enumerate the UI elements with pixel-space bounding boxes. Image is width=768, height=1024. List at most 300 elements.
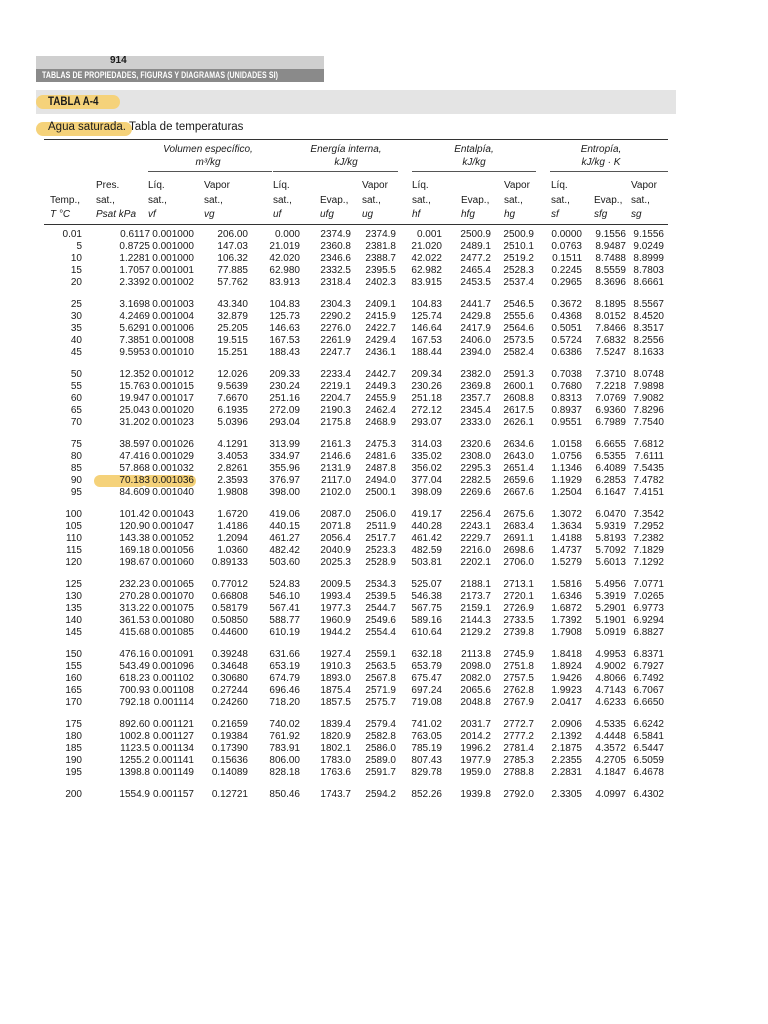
table-cell: 7.5435	[633, 463, 664, 475]
table-cell: 2188.1	[460, 579, 491, 590]
table-cell: 42.020	[269, 253, 300, 265]
table-cell: 7.2218	[595, 381, 626, 393]
table-cell: 1.1929	[551, 475, 582, 487]
table-cell: 0.15636	[211, 755, 248, 767]
table-cell: 2.1875	[551, 743, 582, 755]
table-cell: 5.2901	[595, 603, 626, 615]
table-cell: 6.6242	[633, 719, 664, 730]
table-cell: 696.46	[269, 685, 300, 697]
table-cell: 5.9319	[595, 521, 626, 533]
table-cell: 2510.1	[503, 241, 534, 253]
column-header-line2: sat.,	[631, 195, 650, 206]
table-cell: 376.97	[269, 475, 300, 487]
table-cell: 4.8066	[595, 673, 626, 685]
table-cell: 1927.4	[320, 649, 351, 660]
table-cell: 1002.8	[119, 731, 150, 743]
table-cell: 0.001085	[152, 627, 194, 639]
column-header-line3: vg	[204, 209, 215, 220]
table-cell: 2243.1	[460, 521, 491, 533]
table-cell: 0.21659	[211, 719, 248, 730]
table-cell: 2332.5	[320, 265, 351, 277]
table-cell: 1398.8	[119, 767, 150, 779]
table-cell: 145	[65, 627, 82, 639]
table-cell: 2.3392	[119, 277, 150, 289]
column-header-line1: Líq.	[412, 180, 429, 191]
table-cell: 2462.4	[365, 405, 396, 417]
table-cell: 2144.3	[460, 615, 491, 627]
table-cell: 0.6386	[551, 347, 582, 359]
table-cell: 2626.1	[503, 417, 534, 429]
table-cell: 543.49	[119, 661, 150, 673]
table-cell: 2659.6	[503, 475, 534, 487]
table-cell: 0.001065	[152, 579, 194, 590]
table-cell: 4.3572	[595, 743, 626, 755]
table-cell: 7.3542	[633, 509, 664, 520]
table-cell: 892.60	[119, 719, 150, 730]
table-cell: 2.2355	[551, 755, 582, 767]
table-cell: 610.64	[411, 627, 442, 639]
group-header-unit: kJ/kg	[462, 157, 486, 168]
table-cell: 2555.6	[503, 311, 534, 323]
table-cell: 697.24	[411, 685, 442, 697]
column-header-line2: Temp.,	[50, 195, 81, 206]
table-cell: 1857.5	[320, 697, 351, 709]
table-cell: 2129.2	[460, 627, 491, 639]
table-cell: 2713.1	[503, 579, 534, 590]
table-cell: 0.6117	[120, 229, 150, 240]
table-cell: 0.9551	[551, 417, 582, 429]
table-cell: 2528.9	[365, 557, 396, 569]
table-cell: 25.043	[119, 405, 150, 417]
table-cell: 1.6346	[551, 591, 582, 603]
table-cell: 1783.0	[320, 755, 351, 767]
table-cell: 8.1633	[633, 347, 664, 359]
table-cell: 8.6661	[633, 277, 664, 289]
table-cell: 4.7143	[595, 685, 626, 697]
table-cell: 5.6291	[119, 323, 150, 335]
table-cell: 0.44600	[211, 627, 248, 639]
book-title: TABLAS DE PROPIEDADES, FIGURAS Y DIAGRAMAS (UNIDADES SI)	[42, 70, 279, 80]
table-cell: 0.89133	[211, 557, 248, 569]
table-cell: 6.1935	[217, 405, 248, 417]
table-cell: 0.66808	[211, 591, 248, 603]
table-cell: 0.001052	[152, 533, 194, 545]
table-cell: 0.001108	[153, 685, 194, 697]
table-cell: 2528.3	[503, 265, 534, 277]
table-cell: 3.1698	[119, 299, 150, 310]
column-header-line3: uf	[273, 209, 282, 220]
table-cell: 313.22	[119, 603, 150, 615]
table-cell: 2071.8	[320, 521, 351, 533]
table-cell: 15.251	[217, 347, 248, 359]
table-cell: 0.0763	[551, 241, 582, 253]
table-cell: 110	[66, 533, 82, 545]
table-cell: 2014.2	[460, 731, 491, 743]
table-cell: 2190.3	[320, 405, 351, 417]
column-header-line2: Evap.,	[594, 195, 623, 206]
table-cell: 7.9898	[633, 381, 664, 393]
table-cell: 1839.4	[320, 719, 351, 730]
table-cell: 2.1392	[551, 731, 582, 743]
table-cell: 0.4368	[551, 311, 582, 323]
column-header-line2: sat.,	[204, 195, 223, 206]
table-cell: 2475.3	[365, 439, 396, 450]
table-cell: 2567.8	[365, 673, 396, 685]
table-cell: 2579.4	[365, 719, 396, 730]
table-cell: 8.4520	[633, 311, 664, 323]
table-cell: 2173.7	[460, 591, 491, 603]
table-cell: 2204.7	[320, 393, 351, 405]
table-cell: 2395.5	[365, 265, 396, 277]
table-cell: 631.66	[269, 649, 300, 660]
table-cell: 2481.6	[365, 451, 396, 463]
table-cell: 476.16	[119, 649, 150, 660]
table-cell: 209.34	[411, 369, 442, 380]
table-cell: 0.001	[416, 229, 442, 240]
table-cell: 2667.6	[503, 487, 534, 499]
table-cell: 6.6650	[633, 697, 664, 709]
table-cell: 8.3696	[595, 277, 626, 289]
table-cell: 185	[65, 743, 82, 755]
table-cell: 1910.3	[320, 661, 351, 673]
table-cell: 1.9808	[217, 487, 248, 499]
table-cell: 0.001015	[152, 381, 194, 393]
table-cell: 0.14089	[211, 767, 248, 779]
table-cell: 106.32	[217, 253, 248, 265]
table-cell: 230.24	[269, 381, 300, 393]
column-header-line3: sfg	[594, 209, 608, 220]
table-cell: 135	[65, 603, 82, 615]
table-cell: 1944.2	[320, 627, 351, 639]
table-cell: 0.001023	[152, 417, 194, 429]
table-cell: 6.0470	[595, 509, 626, 520]
table-cell: 1959.0	[460, 767, 491, 779]
table-cell: 6.6655	[595, 439, 626, 450]
table-cell: 0.1511	[552, 253, 582, 265]
table-cell: 4.5335	[595, 719, 626, 730]
table-cell: 2608.8	[503, 393, 534, 405]
table-cell: 40	[70, 335, 82, 347]
table-cell: 4.6233	[595, 697, 626, 709]
table-cell: 0.8725	[119, 241, 150, 253]
table-cell: 85	[70, 463, 82, 475]
group-header-unit: m³/kg	[195, 157, 221, 168]
table-cell: 0.7680	[551, 381, 582, 393]
table-cell: 2788.8	[503, 767, 534, 779]
table-cell: 167.53	[411, 335, 442, 347]
table-cell: 2468.9	[365, 417, 396, 429]
table-cell: 130	[65, 591, 82, 603]
table-cell: 2575.7	[365, 697, 396, 709]
table-cell: 80	[70, 451, 82, 463]
column-header-line1: Vapor	[504, 180, 530, 191]
table-cell: 6.1647	[595, 487, 626, 499]
table-cell: 6.5447	[633, 743, 664, 755]
table-cell: 6.8827	[633, 627, 664, 639]
table-subtitle: Agua saturada. Tabla de temperaturas	[48, 121, 244, 133]
column-header-line3: ug	[362, 209, 374, 220]
table-cell: 2269.6	[460, 487, 491, 499]
table-cell: 0.34648	[211, 661, 248, 673]
table-cell: 2146.6	[320, 451, 351, 463]
table-cell: 2511.9	[366, 521, 396, 533]
table-cell: 761.92	[269, 731, 300, 743]
table-cell: 19.947	[119, 393, 150, 405]
group-header-title: Volumen específico,	[163, 144, 253, 155]
table-cell: 719.08	[411, 697, 442, 709]
table-cell: 2131.9	[320, 463, 351, 475]
table-cell: 2767.9	[503, 697, 534, 709]
table-cell: 2517.7	[365, 533, 396, 545]
table-cell: 2318.4	[320, 277, 351, 289]
table-cell: 6.5059	[633, 755, 664, 767]
table-cell: 2449.3	[365, 381, 396, 393]
table-cell: 45	[70, 347, 82, 359]
table-cell: 2247.7	[320, 347, 351, 359]
table-cell: 6.4089	[595, 463, 626, 475]
table-cell: 2436.1	[365, 347, 396, 359]
table-cell: 12.026	[217, 369, 248, 380]
table-cell: 90	[70, 475, 82, 487]
column-header-line1: Líq.	[551, 180, 568, 191]
table-cell: 4.4448	[595, 731, 626, 743]
table-label-band	[36, 90, 676, 114]
table-cell: 180	[65, 731, 82, 743]
table-cell: 8.7803	[633, 265, 664, 277]
table-cell: 9.0249	[633, 241, 664, 253]
table-cell: 77.885	[217, 265, 248, 277]
table-cell: 2594.2	[365, 789, 396, 800]
table-cell: 2500.9	[503, 229, 534, 240]
table-cell: 0.001000	[152, 229, 194, 240]
table-cell: 25	[70, 299, 82, 310]
group-header-rule	[550, 171, 668, 172]
table-cell: 398.00	[269, 487, 300, 499]
column-header-line2: sat.,	[96, 195, 115, 206]
table-cell: 718.20	[269, 697, 300, 709]
table-cell: 25.205	[217, 323, 248, 335]
table-cell: 65	[70, 405, 82, 417]
table-cell: 120	[65, 557, 82, 569]
table-cell: 2381.8	[365, 241, 396, 253]
table-cell: 546.10	[269, 591, 300, 603]
table-cell: 2345.4	[460, 405, 491, 417]
table-cell: 2161.3	[320, 439, 351, 450]
table-cell: 1743.7	[320, 789, 351, 800]
table-cell: 125	[65, 579, 82, 590]
table-cell: 2422.7	[365, 323, 396, 335]
table-cell: 0.001004	[152, 311, 194, 323]
table-cell: 188.43	[269, 347, 300, 359]
table-cell: 1996.2	[460, 743, 491, 755]
table-cell: 3.4053	[217, 451, 248, 463]
table-cell: 115	[66, 545, 82, 557]
table-cell: 251.16	[269, 393, 300, 405]
table-cell: 167.53	[269, 335, 300, 347]
table-cell: 2256.4	[460, 509, 491, 520]
table-cell: 293.07	[411, 417, 442, 429]
table-cell: 57.868	[119, 463, 150, 475]
table-cell: 32.879	[217, 311, 248, 323]
table-cell: 293.04	[269, 417, 300, 429]
table-cell: 15	[70, 265, 82, 277]
table-cell: 2369.8	[460, 381, 491, 393]
table-cell: 675.47	[411, 673, 442, 685]
table-cell: 0.12721	[211, 789, 248, 800]
table-cell: 7.6670	[217, 393, 248, 405]
table-cell: 2506.0	[365, 509, 396, 520]
table-cell: 2564.6	[503, 323, 534, 335]
column-header-line2: sat.,	[273, 195, 292, 206]
table-cell: 200	[65, 789, 82, 800]
table-cell: 7.2952	[633, 521, 664, 533]
table-cell: 83.915	[411, 277, 442, 289]
table-cell: 8.0748	[633, 369, 664, 380]
table-cell: 2651.4	[503, 463, 534, 475]
table-cell: 0.7038	[551, 369, 582, 380]
table-cell: 2429.8	[460, 311, 491, 323]
table-cell: 7.4151	[633, 487, 664, 499]
table-cell: 792.18	[119, 697, 150, 709]
table-cell: 2261.9	[320, 335, 351, 347]
table-cell: 2772.7	[503, 719, 534, 730]
table-cell: 7.0769	[595, 393, 626, 405]
table-cell: 4.9953	[595, 649, 626, 660]
table-cell: 2382.0	[460, 369, 491, 380]
header-bottom-rule	[44, 224, 668, 225]
table-cell: 1.0756	[551, 451, 582, 463]
column-header-line1: Líq.	[148, 180, 165, 191]
table-cell: 2098.0	[460, 661, 491, 673]
column-header-line1: Vapor	[362, 180, 388, 191]
table-cell: 6.7989	[595, 417, 626, 429]
table-cell: 2634.6	[503, 439, 534, 450]
table-cell: 618.23	[119, 673, 150, 685]
table-cell: 850.46	[269, 789, 300, 800]
column-header-line3: T °C	[50, 209, 71, 220]
table-cell: 6.7067	[633, 685, 664, 697]
table-cell: 6.8371	[633, 649, 664, 660]
table-cell: 195	[65, 767, 82, 779]
table-cell: 2.2831	[551, 767, 582, 779]
column-header-line3: sg	[631, 209, 642, 220]
table-cell: 2455.9	[365, 393, 396, 405]
table-cell: 175	[65, 719, 82, 730]
table-cell: 2357.7	[460, 393, 491, 405]
table-cell: 2415.9	[365, 311, 396, 323]
table-cell: 2031.7	[460, 719, 491, 730]
table-cell: 21.019	[269, 241, 300, 253]
column-header-line2: sat.,	[551, 195, 570, 206]
table-cell: 567.41	[269, 603, 300, 615]
group-header-title: Entropía,	[580, 144, 622, 155]
table-cell: 2402.3	[365, 277, 396, 289]
table-cell: 0.24260	[211, 697, 248, 709]
table-cell: 2429.4	[365, 335, 396, 347]
table-cell: 60	[70, 393, 82, 405]
table-cell: 190	[65, 755, 82, 767]
table-cell: 8.8999	[633, 253, 664, 265]
table-cell: 0.001114	[153, 697, 194, 709]
table-cell: 2333.0	[460, 417, 491, 429]
table-cell: 0.001036	[152, 475, 194, 487]
table-cell: 75	[70, 439, 82, 450]
table-cell: 2720.1	[503, 591, 534, 603]
table-cell: 1123.5	[120, 743, 150, 755]
table-cell: 0.001001	[152, 265, 194, 277]
table-cell: 2102.0	[320, 487, 351, 499]
table-cell: 2388.7	[365, 253, 396, 265]
table-cell: 6.4302	[633, 789, 664, 800]
table-cell: 0.001149	[153, 767, 194, 779]
table-cell: 1.2094	[217, 533, 248, 545]
table-cell: 5.0919	[595, 627, 626, 639]
table-cell: 5.6013	[595, 557, 626, 569]
table-cell: 70	[70, 417, 82, 429]
table-cell: 0.5724	[551, 335, 582, 347]
table-cell: 314.03	[411, 439, 442, 450]
table-cell: 2573.5	[503, 335, 534, 347]
group-header-rule	[148, 171, 272, 172]
table-cell: 4.0997	[595, 789, 626, 800]
table-cell: 2537.4	[503, 277, 534, 289]
table-cell: 461.27	[269, 533, 300, 545]
column-header-line2: sat.,	[504, 195, 523, 206]
table-cell: 1977.3	[320, 603, 351, 615]
table-cell: 1.6872	[551, 603, 582, 615]
table-cell: 2360.8	[320, 241, 351, 253]
table-cell: 8.7488	[595, 253, 626, 265]
table-cell: 7.9082	[633, 393, 664, 405]
table-cell: 12.352	[119, 369, 150, 380]
table-cell: 2202.1	[460, 557, 491, 569]
table-cell: 2489.1	[460, 241, 491, 253]
table-cell: 546.38	[411, 591, 442, 603]
table-cell: 1802.1	[320, 743, 351, 755]
table-cell: 270.28	[119, 591, 150, 603]
table-cell: 5.8193	[595, 533, 626, 545]
table-cell: 1.9426	[551, 673, 582, 685]
table-cell: 0.001056	[152, 545, 194, 557]
table-cell: 361.53	[119, 615, 150, 627]
table-cell: 2233.4	[320, 369, 351, 380]
column-header-line1: Vapor	[631, 180, 657, 191]
table-cell: 104.83	[411, 299, 442, 310]
table-cell: 2675.6	[503, 509, 534, 520]
table-cell: 6.5841	[633, 731, 664, 743]
table-cell: 1977.9	[460, 755, 491, 767]
table-cell: 2487.8	[365, 463, 396, 475]
table-cell: 1893.0	[320, 673, 351, 685]
table-cell: 209.33	[269, 369, 300, 380]
table-cell: 1993.4	[320, 591, 351, 603]
table-cell: 482.59	[411, 545, 442, 557]
table-cell: 105	[65, 521, 82, 533]
table-cell: 5.3919	[595, 591, 626, 603]
table-cell: 377.04	[411, 475, 442, 487]
table-cell: 1554.9	[119, 789, 150, 800]
group-header-title: Energía interna,	[310, 144, 382, 155]
table-cell: 7.8466	[595, 323, 626, 335]
table-cell: 50	[70, 369, 82, 380]
table-cell: 2523.3	[365, 545, 396, 557]
column-header-line1: Líq.	[273, 180, 290, 191]
table-cell: 9.5953	[119, 347, 150, 359]
table-cell: 828.18	[269, 767, 300, 779]
table-cell: 5	[76, 241, 82, 253]
table-cell: 2406.0	[460, 335, 491, 347]
table-cell: 2698.6	[503, 545, 534, 557]
